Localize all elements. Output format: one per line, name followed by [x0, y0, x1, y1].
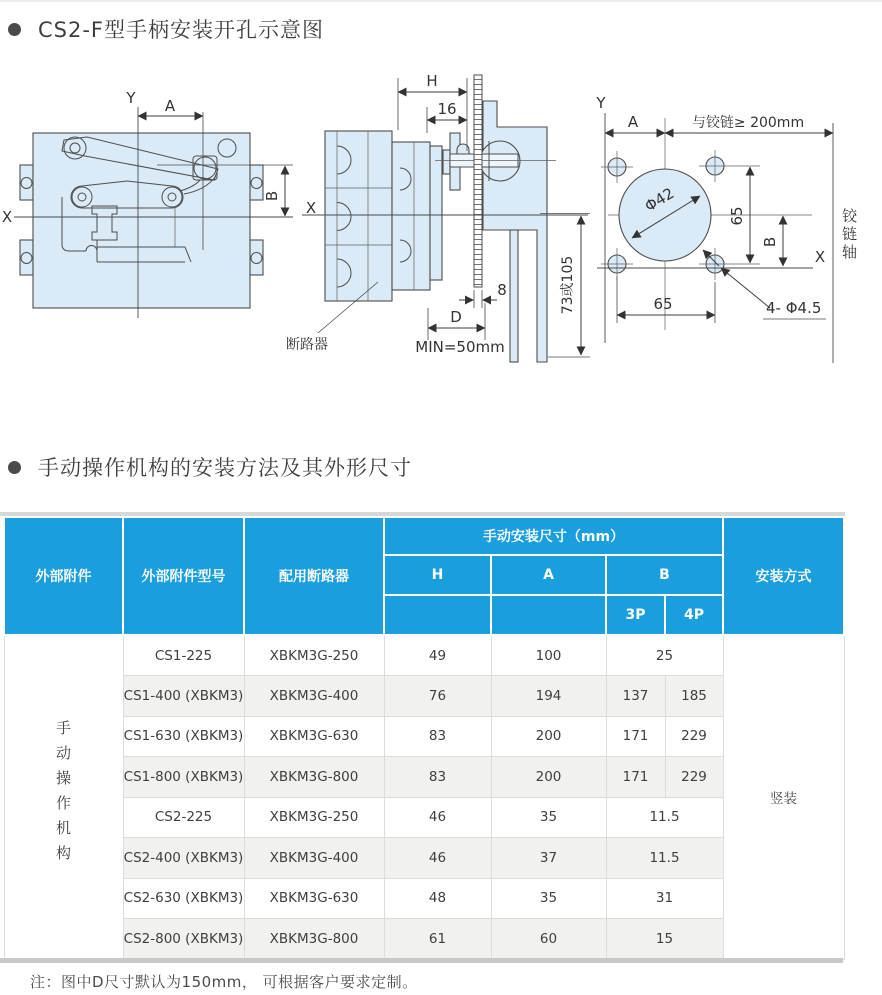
cell-b: 25 [606, 635, 723, 676]
dim-phi-label: Φ42 [641, 184, 678, 216]
cell-b3p: 137 [606, 676, 665, 717]
cell-a: 35 [491, 797, 606, 838]
cell-h: 48 [384, 878, 491, 919]
header-a: A [491, 555, 606, 595]
dim-hinge-label: 与铰链≥ 200mm [691, 115, 805, 131]
cell-b: 31 [606, 878, 723, 919]
cell-h: 61 [384, 919, 491, 960]
cell-a: 200 [491, 716, 606, 757]
table-row [4, 797, 844, 838]
technical-drawing [0, 0, 882, 460]
cell-model: CS2-400 (XBKM3) [123, 838, 244, 879]
table-row [4, 676, 844, 717]
cell-a: 35 [491, 878, 606, 919]
table-row [4, 716, 844, 757]
dim-65h-label: 65 [653, 295, 673, 313]
handle-hole-circle [619, 169, 711, 261]
header-h-spacer [384, 595, 491, 635]
cell-model: CS1-400 (XBKM3) [123, 676, 244, 717]
header-external-accessory: 外部附件 [4, 517, 123, 635]
dim-h-label: H [426, 72, 438, 90]
cell-h: 46 [384, 797, 491, 838]
side-view [286, 72, 590, 362]
axis-x-label: X [1, 208, 13, 226]
cell-a: 60 [491, 919, 606, 960]
dim-65v-label: 65 [728, 206, 746, 226]
section-header-2 [8, 452, 412, 482]
cell-b4p: 229 [665, 716, 723, 757]
header-3p: 3P [606, 595, 665, 635]
dim-a-label: A [164, 97, 176, 115]
axis-x-label: X [814, 248, 826, 266]
dim-16-label: 16 [437, 100, 457, 118]
axis-x-label: X [305, 199, 317, 217]
install-method-cell: 竖装 [723, 635, 844, 959]
cell-breaker: XBKM3G-800 [244, 919, 384, 960]
cell-b: 11.5 [606, 797, 723, 838]
cell-a: 100 [491, 635, 606, 676]
header-h: H [384, 555, 491, 595]
section-title-1: CS2-F型手柄安装开孔示意图 [38, 18, 325, 42]
table-row [4, 919, 844, 960]
cell-b3p: 171 [606, 757, 665, 798]
cell-breaker: XBKM3G-400 [244, 676, 384, 717]
table-row [4, 878, 844, 919]
header-manual-install-size: 手动安装尺寸（mm） [384, 517, 723, 555]
cell-h: 83 [384, 757, 491, 798]
cell-breaker: XBKM3G-250 [244, 797, 384, 838]
dim-d-label: D [450, 308, 462, 326]
header-accessory-model: 外部附件型号 [123, 517, 244, 635]
cell-h: 83 [384, 716, 491, 757]
cell-a: 200 [491, 757, 606, 798]
cell-b4p: 229 [665, 757, 723, 798]
breaker-body [325, 131, 392, 301]
cell-breaker: XBKM3G-630 [244, 716, 384, 757]
cell-model: CS1-630 (XBKM3) [123, 716, 244, 757]
header-b: B [606, 555, 723, 595]
cell-h: 46 [384, 838, 491, 879]
cell-b3p: 171 [606, 716, 665, 757]
axis-y-label: Y [596, 94, 606, 112]
dim-height-label: 73或105 [560, 255, 576, 315]
table-row [4, 838, 844, 879]
table-bottom-separator [0, 958, 843, 963]
dim-b-label: B [761, 236, 779, 248]
cell-model: CS2-630 (XBKM3) [123, 878, 244, 919]
cell-breaker: XBKM3G-800 [244, 757, 384, 798]
breaker-label: 断路器 [286, 337, 328, 353]
dim-b-label: B [263, 190, 281, 202]
cell-h: 76 [384, 676, 491, 717]
table-row [4, 635, 844, 676]
cell-model: CS1-225 [123, 635, 244, 676]
cell-model: CS1-800 (XBKM3) [123, 757, 244, 798]
dimension-table [3, 516, 845, 960]
side-label-cell [4, 635, 123, 959]
cell-a: 194 [491, 676, 606, 717]
header-matching-breaker: 配用断路器 [244, 517, 384, 635]
header-4p: 4P [665, 595, 723, 635]
axis-y-label: Y [126, 89, 136, 107]
cell-h: 49 [384, 635, 491, 676]
cell-breaker: XBKM3G-400 [244, 838, 384, 879]
cell-a: 37 [491, 838, 606, 879]
cell-breaker: XBKM3G-630 [244, 878, 384, 919]
header-a-spacer [491, 595, 606, 635]
cell-b: 11.5 [606, 838, 723, 879]
threaded-rod [474, 75, 482, 287]
section-title-2: 手动操作机构的安装方法及其外形尺寸 [38, 456, 412, 480]
dim-8-label: 8 [497, 281, 507, 299]
header-install-method: 安装方式 [723, 517, 844, 635]
side-label: 手动操作机构 [54, 720, 72, 871]
dim-holes-label: 4- Φ4.5 [766, 299, 822, 317]
cell-b: 15 [606, 919, 723, 960]
table-row [4, 757, 844, 798]
front-view [2, 89, 293, 318]
cell-model: CS2-800 (XBKM3) [123, 919, 244, 960]
footnote: 注：图中D尺寸默认为150mm， 可根据客户要求定制。 [30, 973, 418, 991]
dim-min-label: MIN=50mm [415, 338, 505, 356]
hinge-axis-label: 铰链轴 [840, 208, 858, 262]
bullet-icon [8, 461, 21, 474]
cell-b4p: 185 [665, 676, 723, 717]
drill-view [595, 94, 833, 363]
cell-model: CS2-225 [123, 797, 244, 838]
dim-a-label: A [627, 113, 639, 131]
cell-breaker: XBKM3G-250 [244, 635, 384, 676]
